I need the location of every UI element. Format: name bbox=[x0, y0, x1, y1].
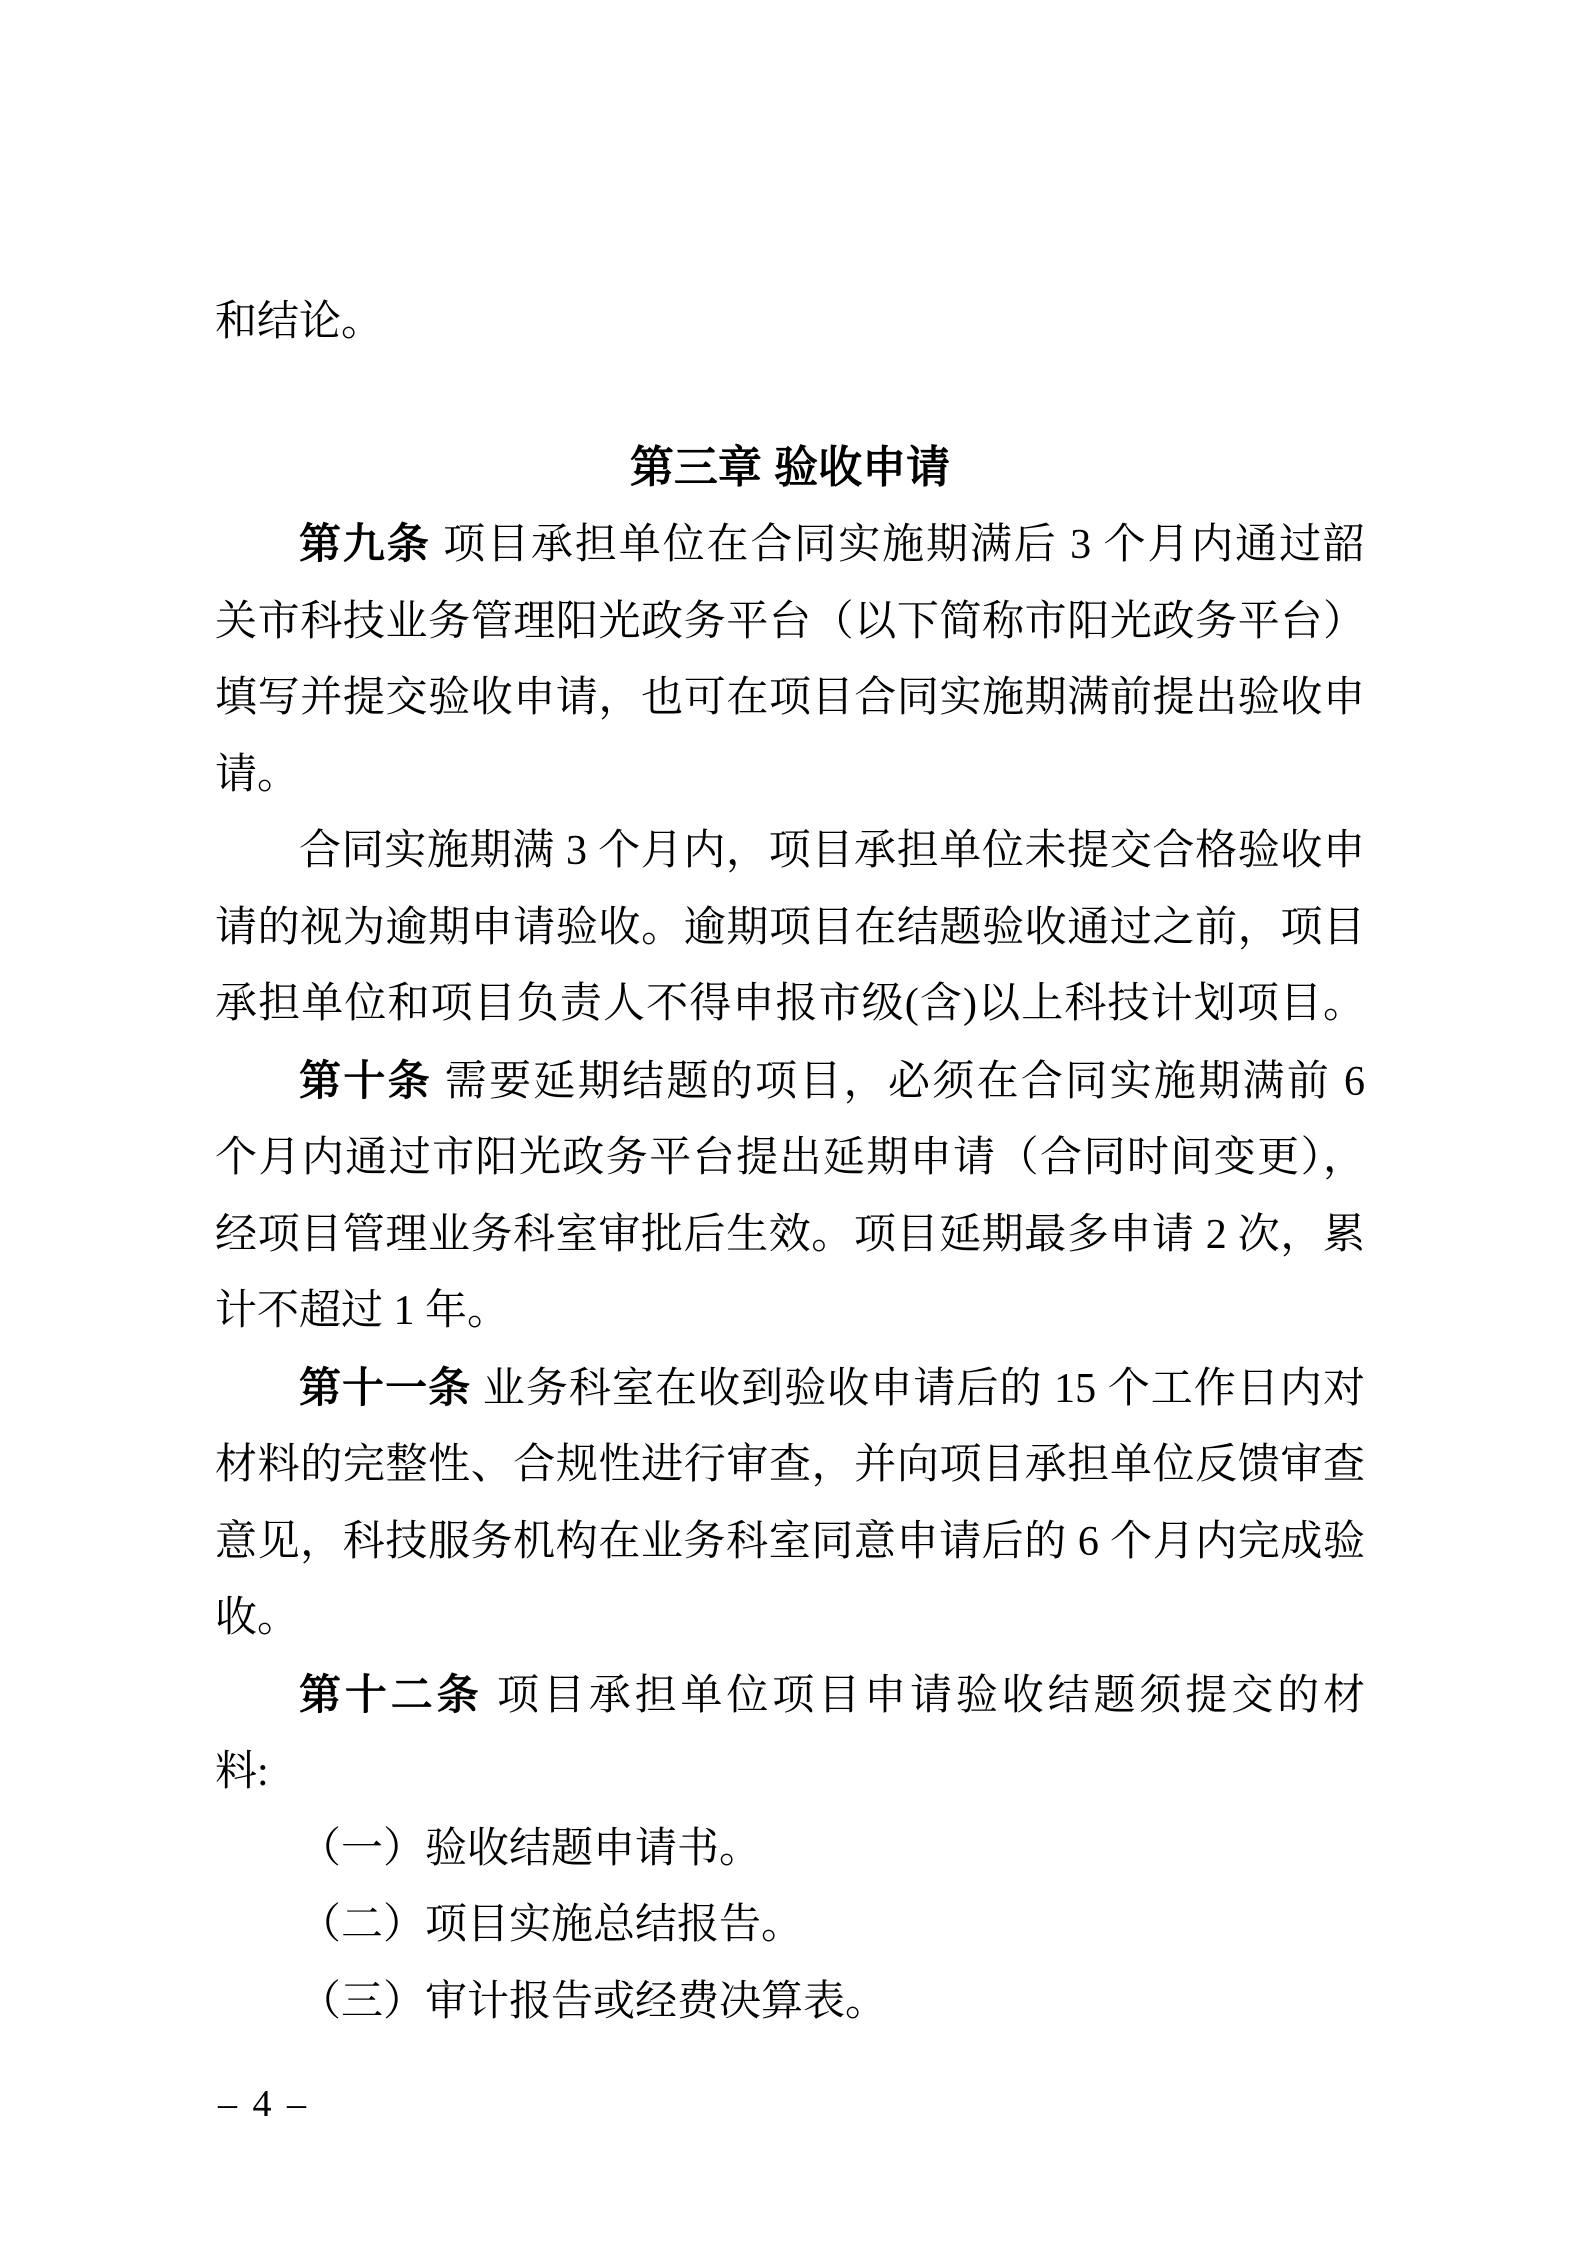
article-number: 第九条 bbox=[299, 520, 431, 567]
text-line bbox=[215, 737, 1365, 814]
text-line bbox=[215, 1120, 1365, 1197]
text-line bbox=[215, 813, 1365, 890]
text-line bbox=[215, 1350, 1365, 1428]
text-run: 填写并提交验收申请，也可在项目合同实施期满前提出验收申 bbox=[215, 675, 1365, 721]
text-run: 请。 bbox=[215, 751, 300, 798]
text-run: 请的视为逾期申请验收。逾期项目在结题验收通过之前，项目 bbox=[215, 904, 1365, 951]
text-run: 收。 bbox=[215, 1595, 300, 1641]
paragraph-ending-line: 和结论。 bbox=[215, 299, 384, 345]
text-line bbox=[215, 1504, 1365, 1581]
text-line bbox=[215, 1887, 1365, 1964]
text-run: （一）验收结题申请书。 bbox=[299, 1825, 762, 1872]
document-body bbox=[215, 284, 1365, 2040]
text-line bbox=[215, 660, 1365, 737]
text-run: 料: bbox=[215, 1749, 269, 1795]
text-line bbox=[215, 584, 1365, 661]
text-line bbox=[215, 1580, 1365, 1657]
text-line bbox=[215, 1811, 1365, 1888]
text-line bbox=[215, 966, 1365, 1043]
text-line bbox=[215, 890, 1365, 967]
chapter-heading: 第三章 验收申请 bbox=[629, 442, 951, 492]
text-line bbox=[215, 1427, 1365, 1504]
text-run: 计不超过 1 年。 bbox=[215, 1288, 510, 1334]
body-lines bbox=[215, 506, 1365, 2040]
text-run: 承担单位和项目负责人不得申报市级(含)以上科技计划项目。 bbox=[215, 981, 1365, 1027]
text-run: 需要延期结题的项目，必须在合同实施期满前 6 bbox=[431, 1058, 1365, 1105]
text-run: 经项目管理业务科室审批后生效。项目延期最多申请 2 次，累 bbox=[215, 1211, 1365, 1258]
page-number: – 4 – bbox=[218, 2083, 309, 2125]
article-number: 第十二条 bbox=[299, 1670, 483, 1718]
text-line bbox=[215, 1734, 1365, 1811]
text-run: 业务科室在收到验收申请后的 15 个工作日内对 bbox=[471, 1365, 1365, 1412]
text-run: （三）审计报告或经费决算表。 bbox=[299, 1978, 888, 2025]
article-number: 第十条 bbox=[299, 1056, 432, 1104]
text-run: 项目承担单位在合同实施期满后 3 个月内通过韶 bbox=[430, 522, 1365, 568]
text-run: （二）项目实施总结报告。 bbox=[299, 1902, 804, 1948]
article-number: 第十一条 bbox=[299, 1363, 472, 1411]
text-line bbox=[215, 1273, 1365, 1350]
text-run: 材料的完整性、合规性进行审查，并向项目承担单位反馈审查 bbox=[215, 1442, 1365, 1488]
text-run: 合同实施期满 3 个月内，项目承担单位未提交合格验收申 bbox=[299, 828, 1365, 874]
text-run: 项目承担单位项目申请验收结题须提交的材 bbox=[482, 1672, 1365, 1719]
text-line bbox=[215, 1043, 1365, 1121]
text-line bbox=[215, 1657, 1365, 1735]
text-run: 个月内通过市阳光政务平台提出延期申请（合同时间变更）， bbox=[215, 1135, 1365, 1181]
text-line bbox=[215, 1964, 1365, 2041]
text-run: 意见，科技服务机构在业务科室同意申请后的 6 个月内完成验 bbox=[215, 1518, 1365, 1565]
text-run: 关市科技业务管理阳光政务平台（以下简称市阳光政务平台） bbox=[215, 598, 1365, 645]
text-line bbox=[215, 506, 1365, 584]
text-line bbox=[215, 1197, 1365, 1274]
